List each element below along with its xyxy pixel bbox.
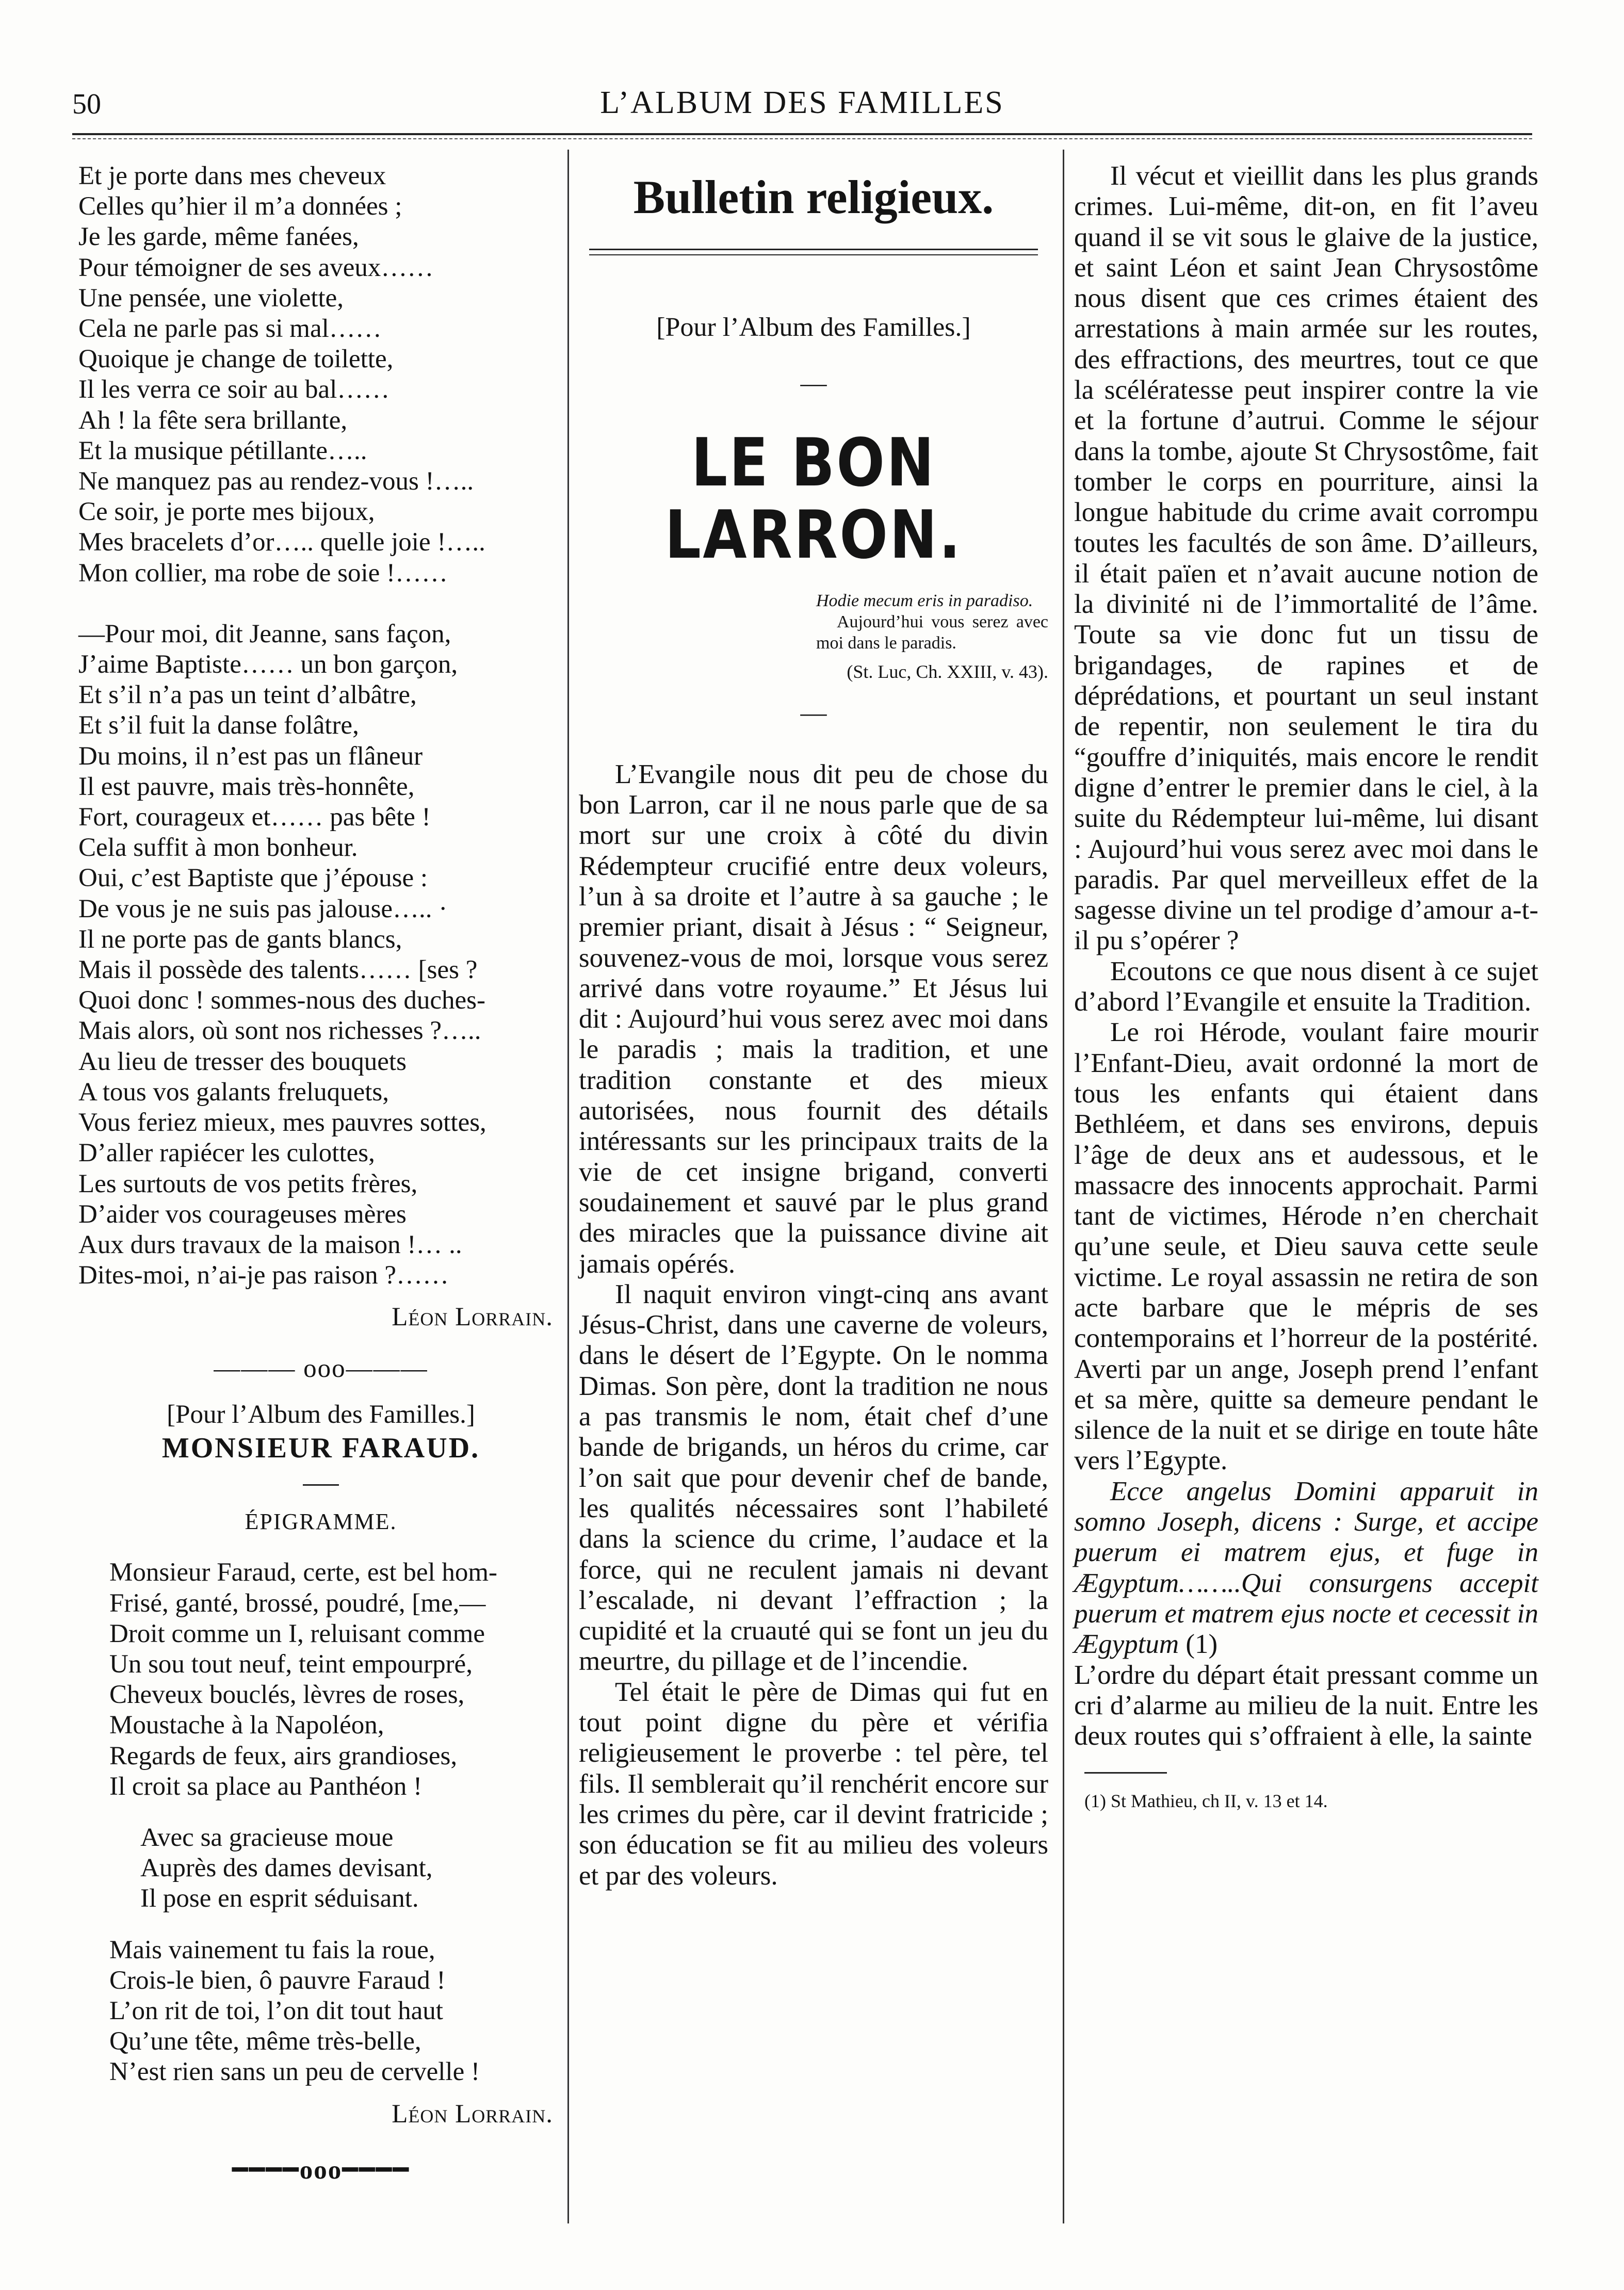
verse-line: Celles qu’hier il m’a données ; — [78, 192, 402, 221]
column-divider-right — [1063, 150, 1064, 2223]
page-number: 50 — [72, 88, 101, 120]
verse-line: Aux durs travaux de la maison !… .. — [78, 1230, 462, 1259]
paragraph: L’Evangile nous dit peu de chose du bon Larron, car il ne nous parle que de sa mort sur une croix à côté du divin Rédempteur crucifié entre deux voleurs, l’un à sa droite et l’autre à sa gauche ; le premier priant, disait à Jésus : “ Seigneur, souvenez-vous de moi, lorsque vous serez arrivé dans votre royaume.” Et Jésus lui dit : Aujourd’hui vous serez avec moi dans le paradis ; mais la tradition, et une tradition constante et des mieux autorisées, nous fournit des détails intéressants sur les principaux traits de la vie de cet insigne brigand, converti soudainement et sauvé par le plus grand des miracles que la puissance divine ait jamais opérés. — [579, 759, 1048, 1279]
section-separator: ——— ooo——— — [214, 1354, 428, 1383]
verse-line: —Pour moi, dit Jeanne, sans façon, — [78, 619, 451, 648]
verse-line: Quoi donc ! sommes-nous des duches- — [78, 986, 485, 1015]
verse-line: Il ne porte pas de gants blancs, — [78, 924, 402, 954]
dash-divider — [303, 1484, 339, 1486]
paragraph: L’ordre du départ était pressant comme un cri d’alarme au milieu de la nuit. Entre les deux routes qui s’offraient à elle, la sainte — [1074, 1660, 1538, 1751]
verse-line: Cela ne parle pas si mal…… — [78, 314, 382, 344]
verse-line: Cheveux bouclés, lèvres de roses, — [109, 1680, 465, 1710]
verse-line: Avec sa gracieuse moue — [140, 1823, 394, 1852]
page-header — [72, 83, 1532, 124]
verse-line: Fort, courageux et…… pas bête ! — [78, 803, 431, 832]
verse-line: Du moins, il n’est pas un flâneur — [78, 741, 423, 771]
verse-line: Il pose en esprit séduisant. — [140, 1884, 419, 1913]
verse-line: Il les verra ce soir au bal…… — [78, 375, 390, 404]
paragraph: Il vécut et vieillit dans les plus grands crimes. Lui-même, dit-on, en fit l’aveu quand il se vit sous le glaive de la justice, et saint Léon et saint Jean Chrysostôme nous disent que ces crimes étaient des arrestations à main armée sur les routes, des effractions, des meurtres, tout ce que la scélératesse peut inspirer contre la vie et la fortune d’autrui. Comme le séjour dans la tombe, ajoute St Chrysostôme, fait tomber le corps en pourriture, ainsi la longue habitude du crime avait corrompu toutes les facultés de son âme. D’ailleurs, il était païen et n’avait aucune notion de la divinité ni de l’immortalité de l’âme. Toute sa vie donc fut un tissu de brigandages, de rapines et de déprédations, et pourtant un seul instant de repentir, non seulement le tira du “gouffre d’iniquités, mais encore le rendit digne d’entrer le premier dans le ciel, à la suite du Rédempteur lui-même, lui disant : Aujourd’hui vous serez avec moi dans le paradis. Par quel merveilleux effet de la sagesse divine un tel prodige d’amour a-t-il pu s’opérer ? — [1074, 161, 1538, 956]
verse-line: Crois-le bien, ô pauvre Faraud ! — [109, 1966, 446, 1995]
verse-line: Cela suffit à mon bonheur. — [78, 833, 358, 863]
paragraph: Tel était le père de Dimas qui fut en tout point digne du père et vérifia religieusement le proverbe : tel père, tel fils. Il semblerait qu’il renchérit encore sur les crimes du père, car il devint fratricide ; son éducation se fit au milieu des voleurs et par des voleurs. — [579, 1677, 1048, 1891]
verse-line: Auprès des dames devisant, — [140, 1854, 433, 1883]
pour-album-note: [Pour l’Album des Familles.] — [656, 313, 971, 342]
column-bulletin — [579, 161, 1048, 1891]
ending-ornament: ━━━━ooo━━━━ — [232, 2155, 410, 2185]
verse-line: Il croit sa place au Panthéon ! — [109, 1772, 423, 1801]
column-poetry — [78, 161, 563, 2186]
article-body — [579, 759, 1048, 1891]
footnote: (1) St Mathieu, ch II, v. 13 et 14. — [1084, 1791, 1328, 1812]
verse-line: A tous vos galants freluquets, — [78, 1077, 389, 1107]
footnote-rule — [1084, 1772, 1167, 1774]
verse-line: Mes bracelets d’or….. quelle joie !….. — [78, 528, 485, 557]
footnote-marker: (1) — [1179, 1629, 1218, 1660]
verse-line: N’est rien sans un peu de cervelle ! — [109, 2057, 480, 2087]
header-rule-dashed — [72, 138, 1532, 139]
verse-line: Il est pauvre, mais très-honnête, — [78, 772, 415, 801]
verse-line: Mais vainement tu fais la roue, — [109, 1935, 435, 1964]
poem-signature: Léon Lorrain. — [392, 1303, 553, 1332]
verse-line: J’aime Baptiste…… un bon garçon, — [78, 650, 458, 679]
verse-line: Je les garde, même fanées, — [78, 222, 359, 252]
verse-line: Les surtouts de vos petits frères, — [78, 1169, 418, 1198]
verse-line: Et s’il n’a pas un teint d’albâtre, — [78, 680, 417, 710]
verse-line: De vous je ne suis pas jalouse….. · — [78, 894, 448, 923]
column-divider-left — [567, 150, 569, 2223]
poem-stanza-1 — [78, 161, 563, 589]
verse-line: Moustache à la Napoléon, — [109, 1711, 384, 1740]
running-title: L’ALBUM DES FAMILLES — [600, 85, 1004, 120]
verse-line: Ah ! la fête sera brillante, — [78, 405, 348, 435]
heading-double-rule — [589, 249, 1038, 255]
verse-line: L’on rit de toi, l’on dit tout haut — [109, 1996, 443, 2025]
verse-line: Une pensée, une violette, — [78, 283, 344, 313]
verse-line: Mais il possède des talents…… [ses ? — [78, 955, 478, 985]
verse-line: D’aider vos courageuses mères — [78, 1199, 407, 1229]
dash-divider: — — [800, 369, 827, 398]
epigram-stanza-1 — [78, 1557, 563, 1802]
pour-album-note: [Pour l’Album des Familles.] — [167, 1400, 475, 1429]
verse-line: Oui, c’est Baptiste que j’épouse : — [78, 864, 428, 893]
poem-stanza-2 — [78, 619, 563, 1291]
verse-line: Et je porte dans mes cheveux — [78, 161, 386, 190]
verse-line: Mon collier, ma robe de soie !…… — [78, 558, 448, 588]
article-body-continued — [1074, 161, 1538, 1751]
verse-line: Dites-moi, n’ai-je pas raison ?…… — [78, 1261, 449, 1290]
epigram-title: MONSIEUR FARAUD. — [161, 1432, 480, 1464]
epigraph — [816, 590, 1048, 654]
dash-divider: — — [800, 698, 827, 727]
epigraph-reference: (St. Luc, Ch. XXIII, v. 43). — [847, 661, 1048, 683]
verse-line: Vous feriez mieux, mes pauvres sottes, — [78, 1108, 486, 1138]
column-continuation — [1074, 161, 1538, 1817]
verse-line: Ce soir, je porte mes bijoux, — [78, 497, 375, 527]
epigram-stanza-3 — [78, 1935, 563, 2088]
verse-line: Droit comme un I, reluisant comme — [109, 1619, 485, 1648]
verse-line: Mais alors, où sont nos richesses ?….. — [78, 1016, 481, 1046]
article-title: LE BON LARRON. — [664, 425, 963, 574]
paragraph: Ecoutons ce que nous disent à ce sujet d’abord l’Evangile et ensuite la Tradition. — [1074, 956, 1538, 1017]
verse-line: Et s’il fuit la danse folâtre, — [78, 711, 359, 740]
epigraph-french: Aujourd’hui vous serez avec moi dans le paradis. — [816, 612, 1048, 653]
verse-line: Un sou tout neuf, teint empourpré, — [109, 1649, 473, 1679]
epigram-stanza-2 — [78, 1823, 563, 1914]
bulletin-heading: Bulletin religieux. — [633, 171, 994, 223]
verse-line: Au lieu de tresser des bouquets — [78, 1047, 407, 1076]
header-rule — [72, 133, 1532, 135]
verse-line: Regards de feux, airs grandioses, — [109, 1741, 458, 1771]
verse-line: Quoique je change de toilette, — [78, 345, 394, 374]
epigram-subtitle: ÉPIGRAMME. — [245, 1509, 397, 1535]
verse-line: Frisé, ganté, brossé, poudré, [me,— — [109, 1588, 486, 1618]
paragraph: Il naquit environ vingt-cinq ans avant Jésus-Christ, dans une caverne de voleurs, dans le désert de l’Egypte. On le nomma Dimas. Son père, dont la tradition ne nous a pas transmis le nom, était chef d’une bande de brigands, un héros du crime, car l’on sait que pour devenir chef de bande, les qualités nécessaires sont l’habileté dans la science du crime, l’audace et la force, qui ne reculent jamais ni devant l’escalade, ni devant l’effraction ; la cupidité et la cruauté qui se font un jeu du meurtre, du pillage et de l’incendie. — [579, 1279, 1048, 1677]
paragraph: Le roi Hérode, voulant faire mourir l’Enfant-Dieu, avait ordonné la mort de tous les enfants qui étaient dans Bethléem, et dans ses environs, depuis l’âge de deux ans et audessous, et le massacre des innocents approchait. Parmi tant de victimes, Hérode n’en cherchait qu’une seule, et Dieu sauva cette seule victime. Le royal assassin ne retira de son acte barbare que le mépris de ses contemporains et l’horreur de la postérité. Averti par un ange, Joseph prend l’enfant et sa mère, quitte sa demeure pendant le silence de la nuit et se dirige en toute hâte vers l’Egypte. — [1074, 1017, 1538, 1476]
latin-quote: Ecce angelus Domini apparuit in somno Joseph, dicens : Surge, et accipe puerum ei matrem ejus, et fuge in Ægyptum……..Qui consurgens accepit puerum et matrem ejus nocte et cecessit in Ægyptum — [1074, 1476, 1538, 1660]
verse-line: Et la musique pétillante….. — [78, 436, 367, 465]
epigraph-latin: Hodie mecum eris in paradiso. — [816, 591, 1033, 611]
latin-quote-paragraph — [1074, 1476, 1538, 1660]
verse-line: Pour témoigner de ses aveux…… — [78, 253, 434, 282]
verse-line: Monsieur Faraud, certe, est bel hom- — [109, 1558, 498, 1587]
verse-line: Ne manquez pas au rendez-vous !….. — [78, 467, 474, 496]
epigram-signature: Léon Lorrain. — [392, 2099, 553, 2129]
verse-line: Qu’une tête, même très-belle, — [109, 2027, 421, 2056]
verse-line: D’aller rapiécer les culottes, — [78, 1139, 375, 1168]
